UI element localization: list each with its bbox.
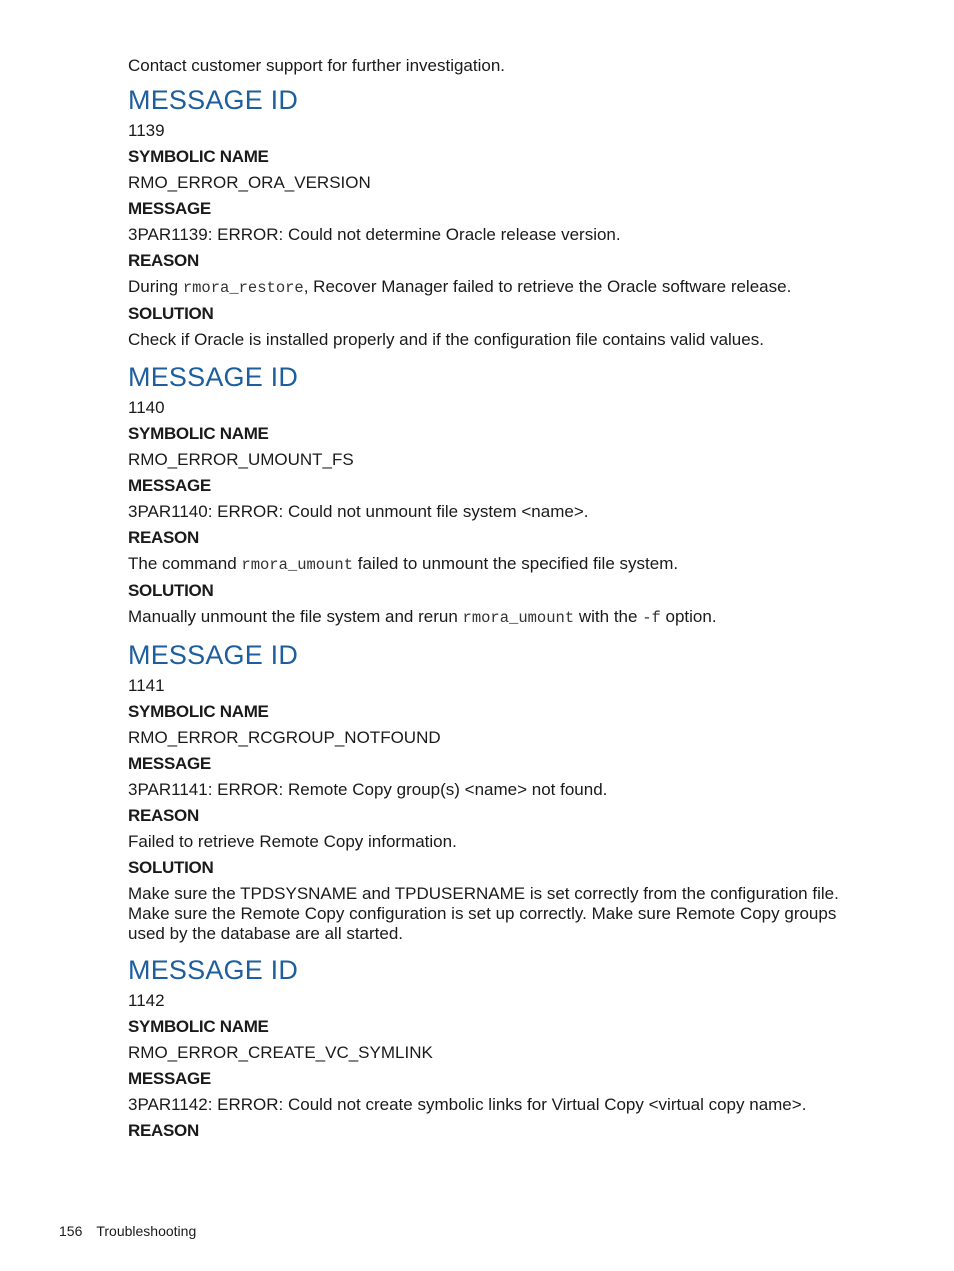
page-footer — [59, 1221, 196, 1241]
reason-label: REASON — [128, 806, 199, 825]
solution-text-pre: Manually unmount the file system and rerun — [128, 607, 463, 626]
reason-code: rmora_umount — [241, 556, 354, 574]
intro-text: Contact customer support for further investigation. — [128, 56, 506, 75]
symbolic-name-value: RMO_ERROR_UMOUNT_FS — [128, 450, 354, 469]
message-block-1140 — [128, 361, 873, 631]
message-label: MESSAGE — [128, 199, 211, 218]
solution-value: Check if Oracle is installed properly and if the configuration file contains valid values. — [128, 330, 764, 349]
reason-code: rmora_restore — [182, 279, 304, 297]
symbolic-name-value: RMO_ERROR_RCGROUP_NOTFOUND — [128, 728, 441, 747]
message-value: 3PAR1142: ERROR: Could not create symbolic links for Virtual Copy <virtual copy name>. — [128, 1095, 807, 1114]
message-block-1141 — [128, 639, 873, 946]
symbolic-name-label: SYMBOLIC NAME — [128, 702, 269, 721]
message-value: 3PAR1140: ERROR: Could not unmount file system <name>. — [128, 502, 589, 521]
reason-value: Failed to retrieve Remote Copy information. — [128, 832, 457, 851]
solution-label: SOLUTION — [128, 581, 214, 600]
message-label: MESSAGE — [128, 1069, 211, 1088]
reason-label: REASON — [128, 251, 199, 270]
message-value: 3PAR1141: ERROR: Remote Copy group(s) <name> not found. — [128, 780, 608, 799]
message-id-value: 1140 — [128, 398, 165, 417]
solution-text-post: option. — [660, 607, 717, 626]
reason-text-post: failed to unmount the specified file system. — [353, 554, 679, 573]
reason-label: REASON — [128, 1121, 199, 1140]
symbolic-name-value: RMO_ERROR_CREATE_VC_SYMLINK — [128, 1043, 433, 1062]
message-label: MESSAGE — [128, 754, 211, 773]
page-number: 156 — [59, 1223, 83, 1239]
document-page — [128, 54, 873, 1152]
solution-code-option: -f — [642, 609, 661, 627]
message-id-heading: MESSAGE ID — [128, 955, 299, 985]
footer-section-title: Troubleshooting — [96, 1223, 197, 1239]
message-block-1142 — [128, 954, 873, 1144]
reason-text-post: , Recover Manager failed to retrieve the Oracle software release. — [303, 277, 792, 296]
message-label: MESSAGE — [128, 476, 211, 495]
reason-value — [128, 551, 873, 578]
reason-value — [128, 274, 873, 301]
message-id-heading: MESSAGE ID — [128, 85, 299, 115]
message-id-heading: MESSAGE ID — [128, 640, 299, 670]
message-id-value: 1139 — [128, 121, 165, 140]
solution-label: SOLUTION — [128, 304, 214, 323]
message-value: 3PAR1139: ERROR: Could not determine Oracle release version. — [128, 225, 621, 244]
symbolic-name-label: SYMBOLIC NAME — [128, 1017, 269, 1036]
solution-label: SOLUTION — [128, 858, 214, 877]
message-block-1139 — [128, 84, 873, 353]
message-id-heading: MESSAGE ID — [128, 362, 299, 392]
solution-value: Make sure the TPDSYSNAME and TPDUSERNAME is set correctly from the configuration file. Make sure the Remote Copy configuration is set up correctly. Make sure Remote Copy groups used by the database are all started. — [128, 884, 839, 943]
symbolic-name-label: SYMBOLIC NAME — [128, 424, 269, 443]
symbolic-name-value: RMO_ERROR_ORA_VERSION — [128, 173, 371, 192]
solution-value — [128, 604, 873, 631]
message-id-value: 1142 — [128, 991, 165, 1010]
reason-text-pre: The command — [128, 554, 242, 573]
solution-code-command: rmora_umount — [462, 609, 575, 627]
symbolic-name-label: SYMBOLIC NAME — [128, 147, 269, 166]
message-id-value: 1141 — [128, 676, 165, 695]
reason-text-pre: During — [128, 277, 183, 296]
reason-label: REASON — [128, 528, 199, 547]
solution-text-mid: with the — [574, 607, 643, 626]
